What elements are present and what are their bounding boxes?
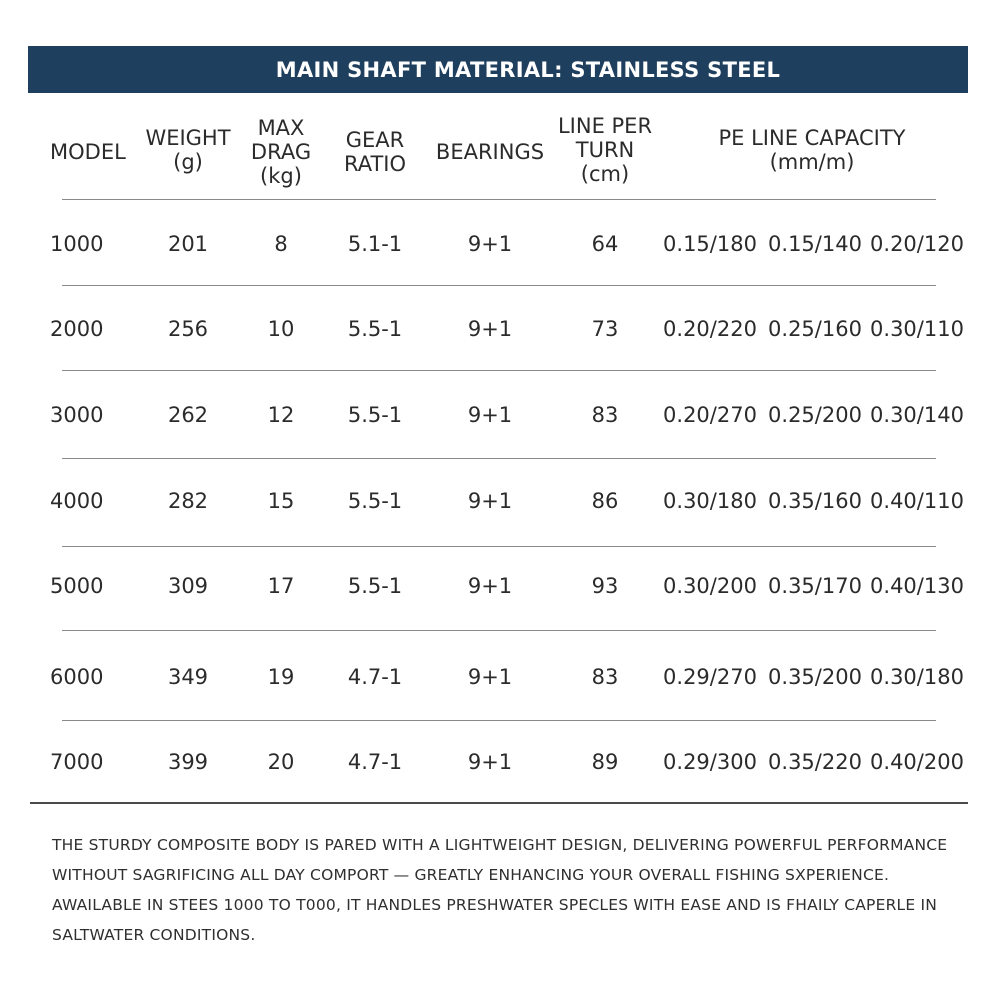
cell-gear-ratio: 4.7-1 [347,665,403,689]
cell-bearings: 9+1 [467,403,513,427]
cell-bearings: 9+1 [467,232,513,256]
cell-pe-capacity-2: 0.15/140 [768,232,862,256]
cell-model: 6000 [50,665,104,689]
cell-max-drag: 20 [267,750,295,774]
cell-pe-capacity-1: 0.20/220 [663,317,757,341]
cell-model: 1000 [50,232,104,256]
cell-max-drag: 15 [267,489,295,513]
cell-pe-capacity-2: 0.25/160 [768,317,862,341]
cell-pe-capacity-2: 0.35/200 [768,665,862,689]
cell-gear-ratio: 4.7-1 [347,750,403,774]
cell-bearings: 9+1 [467,317,513,341]
table-bottom-rule [30,802,968,804]
cell-pe-capacity-1: 0.30/200 [663,574,757,598]
cell-weight: 282 [167,489,209,513]
cell-pe-capacity-3: 0.30/180 [870,665,964,689]
cell-max-drag: 19 [267,665,295,689]
cell-pe-capacity-3: 0.30/110 [870,317,964,341]
cell-gear-ratio: 5.1-1 [347,232,403,256]
header-line-per-turn: LINE PER TURN (cm) [557,114,653,186]
cell-line-per-turn: 93 [591,574,619,598]
cell-line-per-turn: 73 [591,317,619,341]
cell-weight: 262 [167,403,209,427]
cell-pe-capacity-1: 0.30/180 [663,489,757,513]
cell-gear-ratio: 5.5-1 [347,403,403,427]
cell-line-per-turn: 64 [591,232,619,256]
cell-line-per-turn: 89 [591,750,619,774]
cell-max-drag: 10 [267,317,295,341]
cell-model: 4000 [50,489,104,513]
header-model: MODEL [50,140,126,164]
cell-model: 3000 [50,403,104,427]
cell-pe-capacity-1: 0.15/180 [663,232,757,256]
header-weight: WEIGHT (g) [145,126,231,174]
cell-weight: 349 [167,665,209,689]
row-divider [62,630,936,631]
cell-bearings: 9+1 [467,750,513,774]
cell-max-drag: 12 [267,403,295,427]
cell-pe-capacity-3: 0.20/120 [870,232,964,256]
cell-line-per-turn: 83 [591,665,619,689]
cell-bearings: 9+1 [467,665,513,689]
cell-max-drag: 17 [267,574,295,598]
cell-model: 7000 [50,750,104,774]
cell-pe-capacity-3: 0.40/110 [870,489,964,513]
header-bearings: BEARINGS [435,140,545,164]
product-description: THE STURDY COMPOSITE BODY IS PARED WITH A LIGHTWEIGHT DESIGN, DELIVERING POWERFUL PERFORMANCE WITHOUT SAGRIFICING ALL DAY COMPORT — GREATLY ENHANCING YOUR OVERALL FISHING SXPERIENCE. AWAILABLE IN STEES 1000 TO T000, IT HANDLES PRESHWATER SPECLES WITH EASE AND IS FHAILY CAPERLE IN SALTWATER CONDITIONS. [52,836,948,944]
cell-weight: 309 [167,574,209,598]
cell-line-per-turn: 86 [591,489,619,513]
cell-pe-capacity-3: 0.40/130 [870,574,964,598]
cell-gear-ratio: 5.5-1 [347,574,403,598]
cell-pe-capacity-1: 0.29/270 [663,665,757,689]
row-divider [62,285,936,286]
cell-pe-capacity-3: 0.30/140 [870,403,964,427]
row-divider [62,546,936,547]
cell-bearings: 9+1 [467,574,513,598]
cell-pe-capacity-3: 0.40/200 [870,750,964,774]
header-max-drag: MAX DRAG (kg) [250,116,312,188]
banner-title: MAIN SHAFT MATERIAL: STAINLESS STEEL [275,57,781,82]
cell-weight: 201 [167,232,209,256]
cell-model: 5000 [50,574,104,598]
cell-pe-capacity-1: 0.29/300 [663,750,757,774]
cell-pe-capacity-2: 0.35/170 [768,574,862,598]
row-divider [62,458,936,459]
cell-gear-ratio: 5.5-1 [347,317,403,341]
cell-pe-capacity-2: 0.25/200 [768,403,862,427]
cell-line-per-turn: 83 [591,403,619,427]
cell-model: 2000 [50,317,104,341]
header-gear-ratio: GEAR RATIO [343,128,407,176]
cell-pe-capacity-1: 0.20/270 [663,403,757,427]
spec-banner [28,46,968,93]
row-divider [62,720,936,721]
cell-gear-ratio: 5.5-1 [347,489,403,513]
cell-weight: 256 [167,317,209,341]
cell-pe-capacity-2: 0.35/220 [768,750,862,774]
row-divider [62,370,936,371]
cell-pe-capacity-2: 0.35/160 [768,489,862,513]
cell-bearings: 9+1 [467,489,513,513]
cell-max-drag: 8 [274,232,288,256]
cell-weight: 399 [167,750,209,774]
header-divider [62,199,936,200]
header-pe-line-capacity: PE LINE CAPACITY (mm/m) [718,126,906,174]
